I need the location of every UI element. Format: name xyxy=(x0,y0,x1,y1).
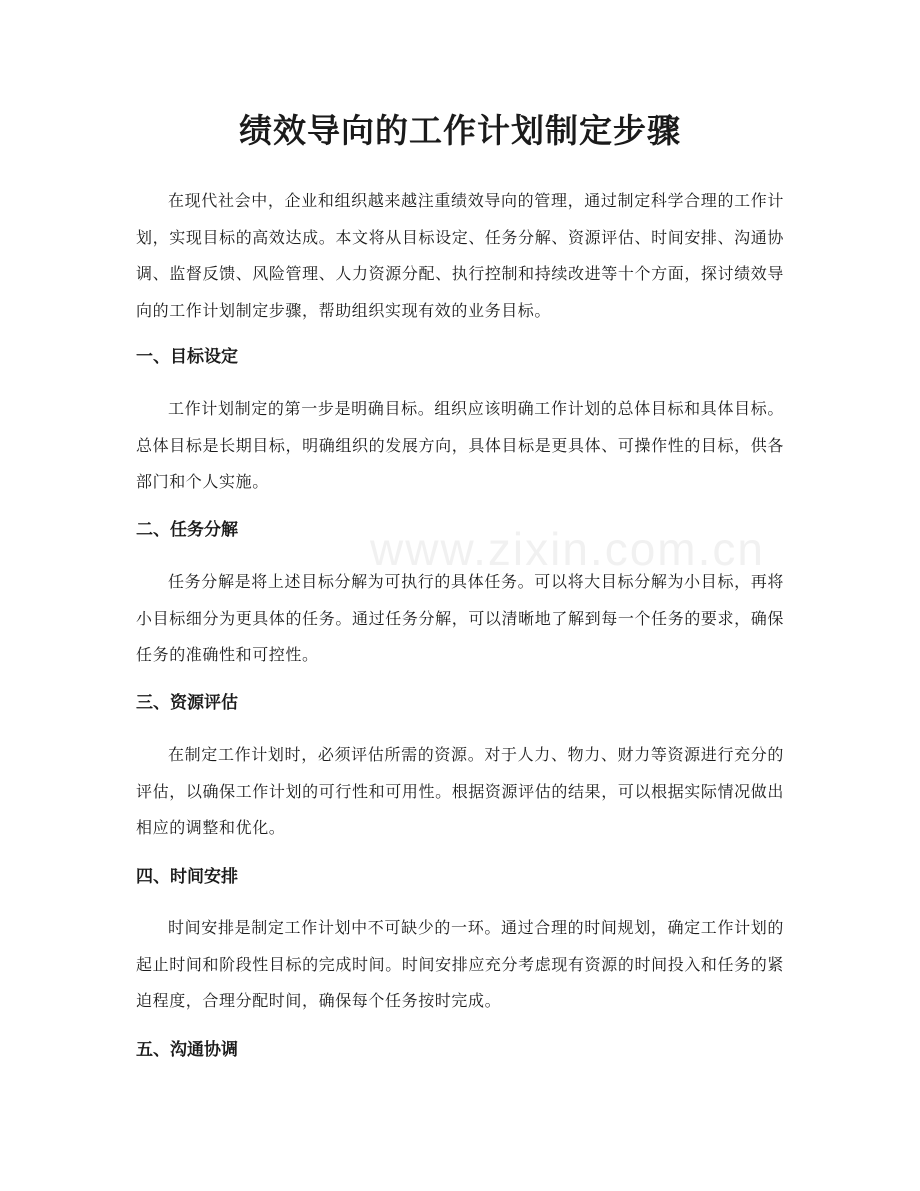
page-title: 绩效导向的工作计划制定步骤 xyxy=(239,111,681,150)
section-body-4: 时间安排是制定工作计划中不可缺少的一环。通过合理的时间规划，确定工作计划的起止时间和阶段性目标的完成时间。时间安排应充分考虑现有资源的时间投入和任务的紧迫程度，合理分配时间，确保每个任务按时完成。 xyxy=(136,918,784,1010)
section-body-2: 任务分解是将上述目标分解为可执行的具体任务。可以将大目标分解为小目标，再将小目标细分为更具体的任务。通过任务分解，可以清晰地了解到每一个任务的要求，确保任务的准确性和可控性。 xyxy=(136,572,784,664)
section-heading-3: 三、资源评估 xyxy=(136,693,238,713)
watermark: www.zixin.com.cn xyxy=(370,523,765,575)
section-body-3: 在制定工作计划时，必须评估所需的资源。对于人力、物力、财力等资源进行充分的评估，以确保工作计划的可行性和可用性。根据资源评估的结果，可以根据实际情况做出相应的调整和优化。 xyxy=(136,745,784,837)
section-body-1: 工作计划制定的第一步是明确目标。组织应该明确工作计划的总体目标和具体目标。总体目标是长期目标，明确组织的发展方向，具体目标是更具体、可操作性的目标，供各部门和个人实施。 xyxy=(136,399,784,491)
section-heading-1: 一、目标设定 xyxy=(136,347,238,367)
section-heading-4: 四、时间安排 xyxy=(136,867,238,887)
section-heading-2: 二、任务分解 xyxy=(136,520,238,540)
section-heading-5: 五、沟通协调 xyxy=(136,1040,238,1060)
intro-paragraph: 在现代社会中，企业和组织越来越注重绩效导向的管理，通过制定科学合理的工作计划，实现目标的高效达成。本文将从目标设定、任务分解、资源评估、时间安排、沟通协调、监督反馈、风险管理、人力资源分配、执行控制和持续改进等十个方面，探讨绩效导向的工作计划制定步骤，帮助组织实现有效的业务目标。 xyxy=(136,191,784,320)
